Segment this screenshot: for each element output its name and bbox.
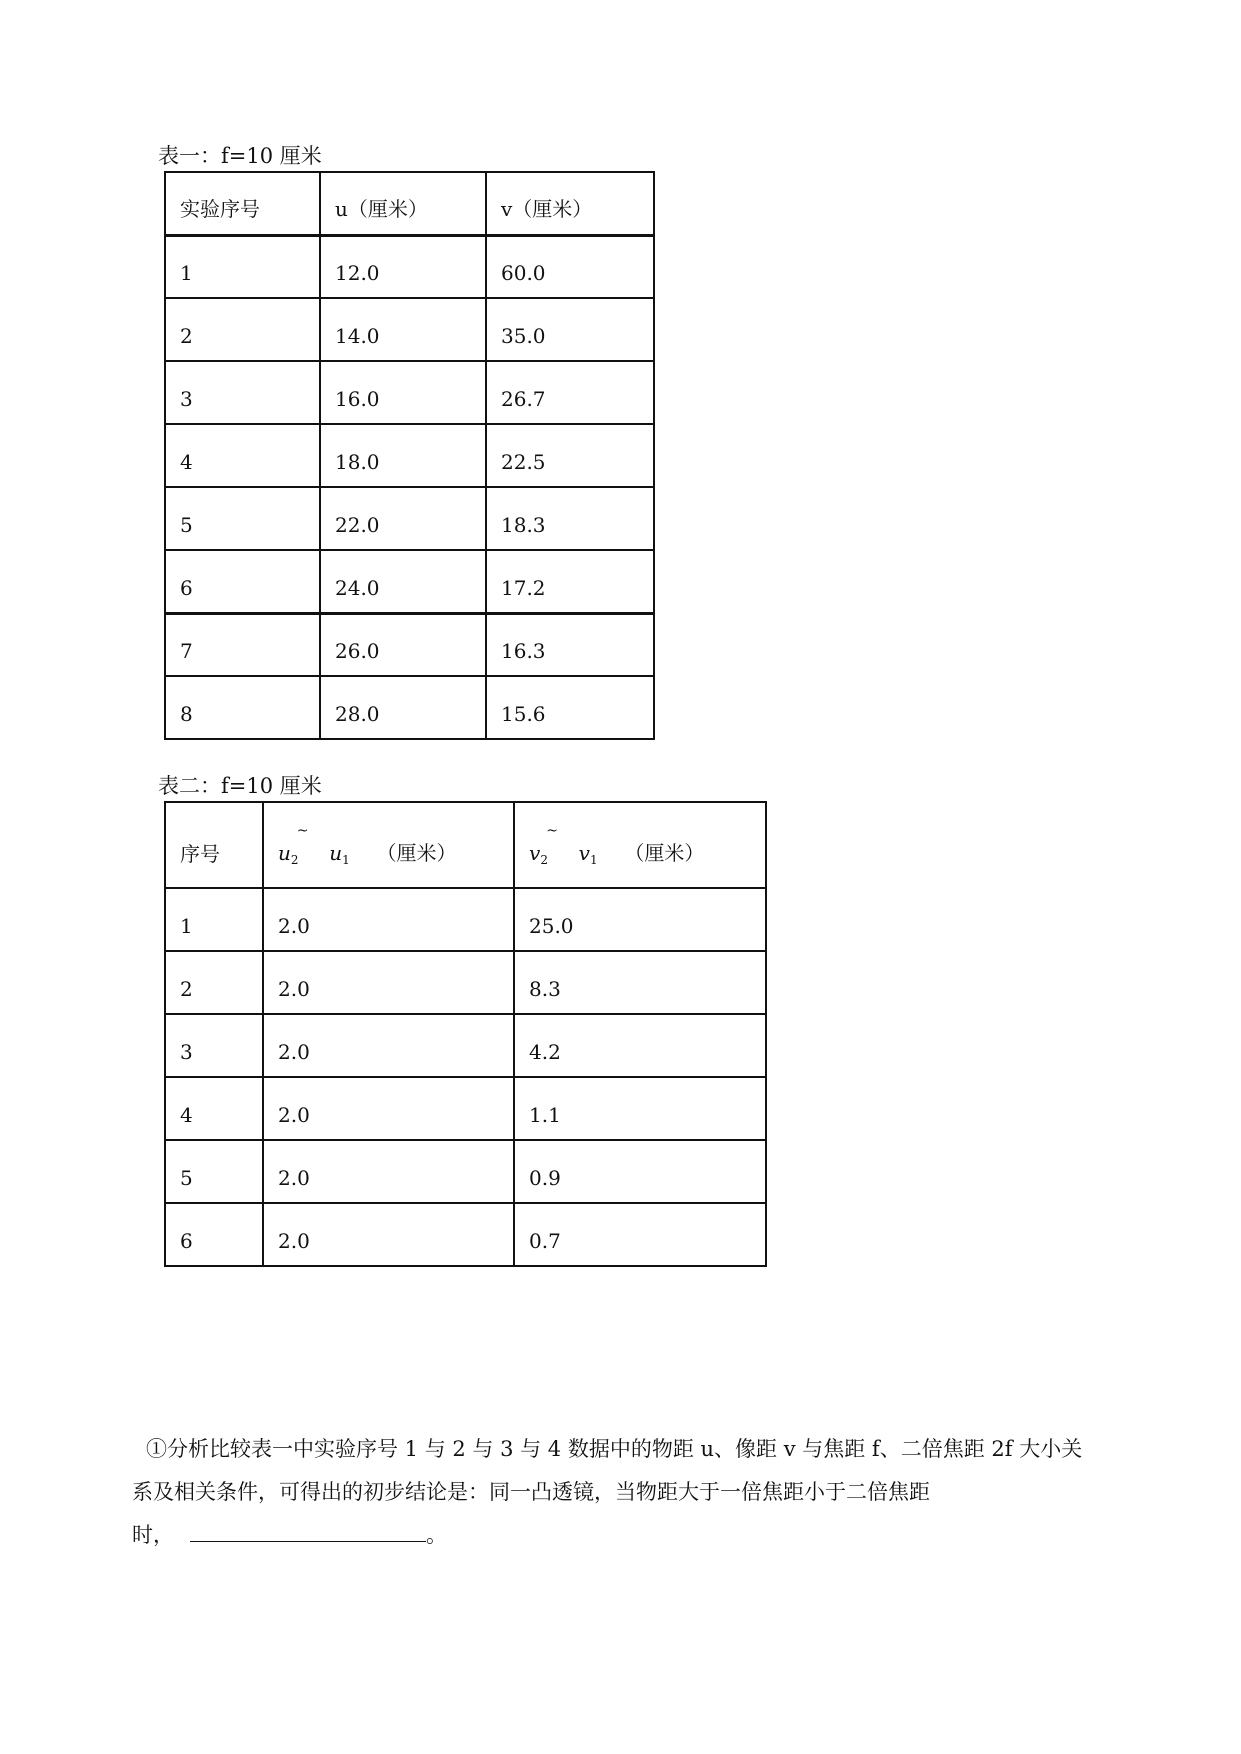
table-cell: 2.0 (263, 1077, 514, 1140)
table2-header-cell: 序号 (165, 802, 263, 888)
question-line-3-prefix: 时， (132, 1523, 174, 1547)
table-cell: 12.0 (320, 235, 486, 298)
question-line-3-suffix: 。 (426, 1523, 447, 1547)
table-cell: 17.2 (486, 550, 654, 613)
table-cell: 16.3 (486, 613, 654, 676)
table-cell: 60.0 (486, 235, 654, 298)
table-cell: 1 (165, 235, 320, 298)
table1-caption: 表一：f=10 厘米 (158, 144, 322, 168)
table-cell: 2.0 (263, 1014, 514, 1077)
table-row (165, 1014, 766, 1077)
answer-blank[interactable] (190, 1517, 426, 1542)
table-cell: 22.0 (320, 487, 486, 550)
table-row (165, 550, 654, 613)
table1-header-cell: 实验序号 (165, 172, 320, 235)
table-row (165, 676, 654, 739)
table-cell: 2.0 (263, 1203, 514, 1266)
table-cell: 2.0 (263, 1140, 514, 1203)
table-cell: 3 (165, 1014, 263, 1077)
table-row (165, 1140, 766, 1203)
question-line-3 (132, 1514, 1166, 1557)
table-cell: 6 (165, 550, 320, 613)
unit-label: （厘米） (624, 841, 705, 865)
table-cell: 24.0 (320, 550, 486, 613)
u1-symbol: $u_1$ (329, 841, 350, 867)
u2-symbol: $u_2$ ~ (278, 841, 299, 865)
table-row (165, 487, 654, 550)
table-cell: 8 (165, 676, 320, 739)
table1-header-row (165, 172, 654, 235)
table-cell: 22.5 (486, 424, 654, 487)
table-cell: 1 (165, 888, 263, 951)
table-cell: 26.7 (486, 361, 654, 424)
table-cell: 26.0 (320, 613, 486, 676)
table-cell: 18.0 (320, 424, 486, 487)
table-cell: 4 (165, 1077, 263, 1140)
unit-label: （厘米） (376, 841, 457, 865)
table1-header-cell: v（厘米） (486, 172, 654, 235)
question-line-1: ①分析比较表一中实验序号 1 与 2 与 3 与 4 数据中的物距 u、像距 v 与焦距 f、二倍焦距 2f 大小关 (146, 1437, 1083, 1461)
table-cell: 0.9 (514, 1140, 766, 1203)
table-cell: 7 (165, 613, 320, 676)
table-row (165, 361, 654, 424)
table-row (165, 235, 654, 298)
table-cell: 15.6 (486, 676, 654, 739)
table-cell: 2.0 (263, 951, 514, 1014)
table2-header-cell (263, 802, 514, 888)
table-cell: 3 (165, 361, 320, 424)
table1-header-cell: u（厘米） (320, 172, 486, 235)
table-cell: 14.0 (320, 298, 486, 361)
table-cell: 0.7 (514, 1203, 766, 1266)
table-cell: 4.2 (514, 1014, 766, 1077)
table2-header-row (165, 802, 766, 888)
table2 (164, 801, 767, 1267)
table-row (165, 1203, 766, 1266)
table-cell: 25.0 (514, 888, 766, 951)
table-row (165, 298, 654, 361)
table-cell: 2 (165, 298, 320, 361)
table-cell: 4 (165, 424, 320, 487)
table-cell: 28.0 (320, 676, 486, 739)
table-cell: 8.3 (514, 951, 766, 1014)
table-cell: 2.0 (263, 888, 514, 951)
table-cell: 35.0 (486, 298, 654, 361)
table-cell: 5 (165, 487, 320, 550)
table2-caption: 表二：f=10 厘米 (158, 774, 322, 798)
table-row (165, 424, 654, 487)
table-cell: 2 (165, 951, 263, 1014)
v1-symbol: $v_1$ (578, 841, 598, 867)
question-block (132, 1428, 1166, 1557)
table-row (165, 1077, 766, 1140)
table-cell: 6 (165, 1203, 263, 1266)
table-row (165, 888, 766, 951)
table-row (165, 613, 654, 676)
table1 (164, 171, 655, 740)
v2-symbol: $v_2$ ~ (529, 841, 548, 865)
table-cell: 5 (165, 1140, 263, 1203)
table-cell: 1.1 (514, 1077, 766, 1140)
table-cell: 18.3 (486, 487, 654, 550)
question-line-2: 系及相关条件，可得出的初步结论是：同一凸透镜，当物距大于一倍焦距小于二倍焦距 (132, 1480, 930, 1504)
table2-header-cell (514, 802, 766, 888)
table-row (165, 951, 766, 1014)
table-cell: 16.0 (320, 361, 486, 424)
